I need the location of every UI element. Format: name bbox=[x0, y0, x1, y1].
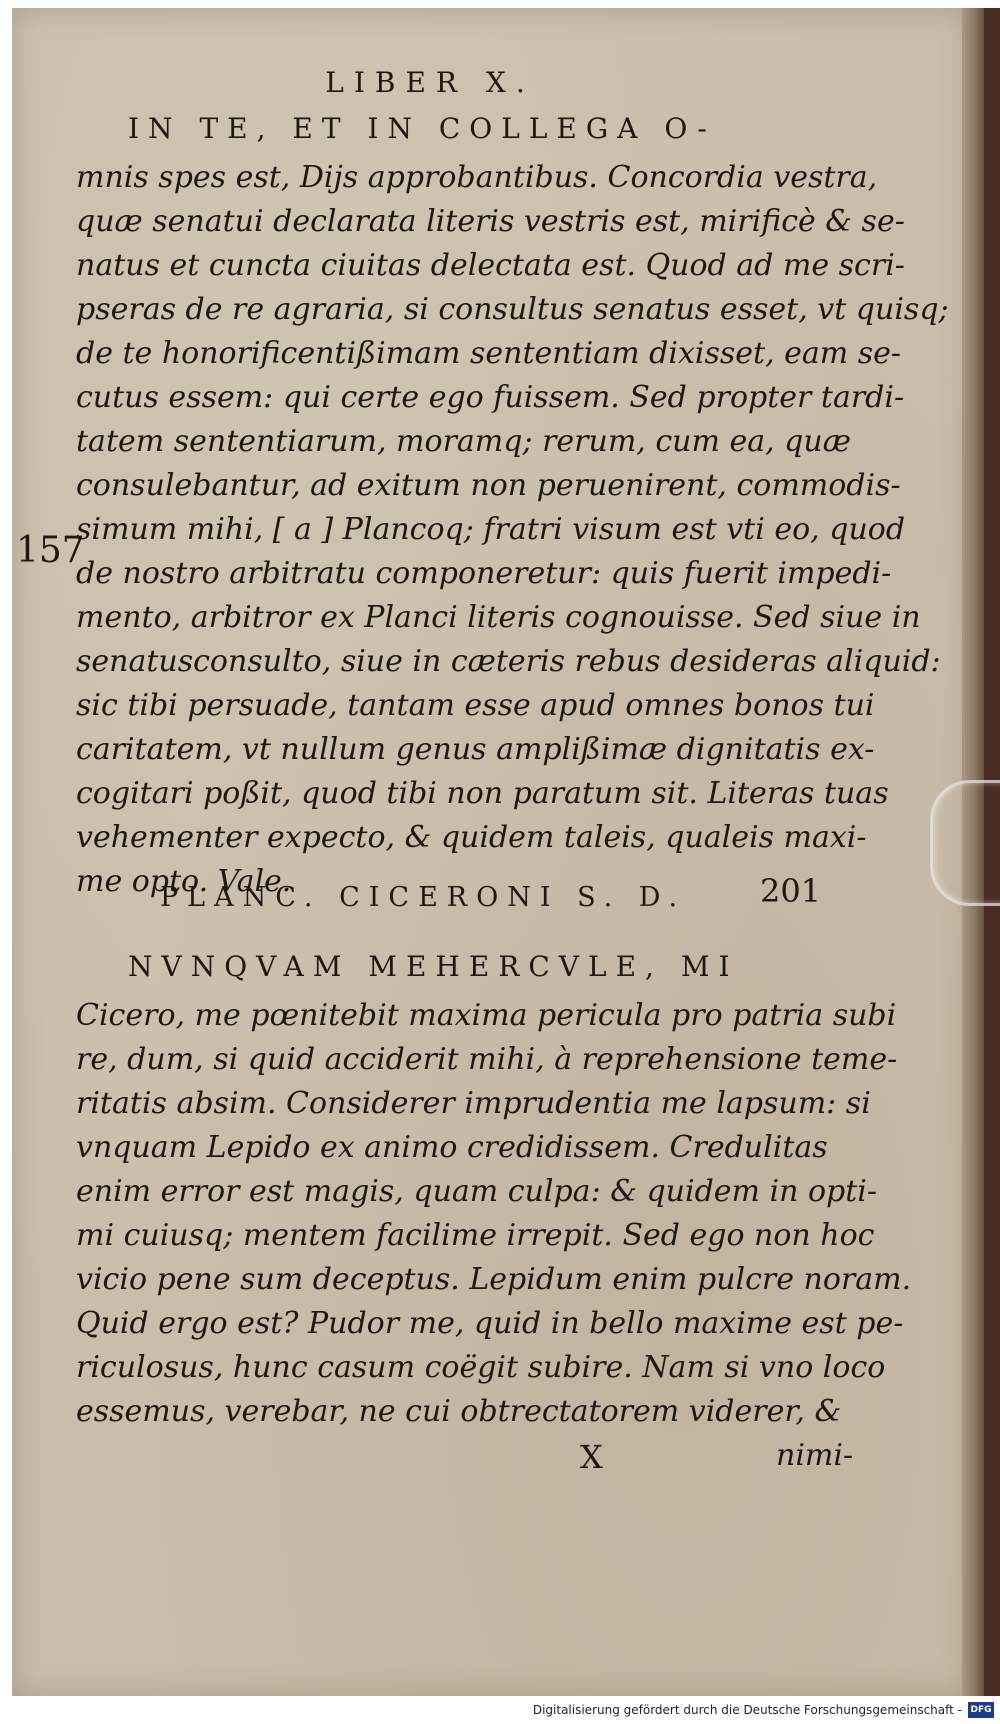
footer-credit: Digitalisierung gefördert durch die Deutsche Forschungsgemeinschaft - bbox=[532, 1703, 962, 1717]
text-line: Quid ergo est? Pudor me, quid in bello maxime est pe- bbox=[76, 1306, 904, 1341]
text-line: senatusconsulto, siue in cæteris rebus desideras aliquid: bbox=[76, 644, 941, 679]
text-line: quæ senatui declarata literis vestris est, mirificè & se- bbox=[76, 204, 905, 239]
text-line: cutus essem: qui certe ego fuissem. Sed propter tardi- bbox=[76, 380, 905, 415]
text-line: de te honorificentißimam sententiam dixisset, eam se- bbox=[76, 336, 902, 371]
text-line: de nostro arbitratu componeretur: quis fuerit impedi- bbox=[76, 556, 892, 591]
text-line: mnis spes est, Dijs approbantibus. Concordia vestra, bbox=[76, 160, 878, 195]
text-line: enim error est magis, quam culpa: & quidem in opti- bbox=[76, 1174, 878, 1209]
text-line: riculosus, hunc casum coëgit subire. Nam si vno loco bbox=[76, 1350, 886, 1385]
text-line: pseras de re agraria, si consultus senatus esset, vt quisq; bbox=[76, 292, 949, 327]
running-head: LIBER X. bbox=[325, 66, 535, 99]
text-line: natus et cuncta ciuitas delectata est. Quod ad me scri- bbox=[76, 248, 905, 283]
text-line: IN TE, ET IN COLLEGA O- bbox=[128, 112, 716, 145]
signature-mark: X bbox=[580, 1438, 603, 1476]
text-line-last: me opto. Vale. bbox=[76, 864, 292, 899]
text-line: cogitari poßit, quod tibi non paratum sit. Literas tuas bbox=[76, 776, 889, 811]
text-line: mento, arbitror ex Planci literis cognouisse. Sed siue in bbox=[76, 600, 921, 635]
text-line: tatem sententiarum, moramq; rerum, cum ea, quæ bbox=[76, 424, 851, 459]
text-line: NVNQVAM MEHERCVLE, MI bbox=[128, 950, 739, 983]
letter-number: 201 bbox=[760, 872, 822, 910]
text-line: simum mihi, [ a ] Plancoq; fratri visum est vti eo, quod bbox=[76, 512, 906, 547]
dfg-logo: DFG bbox=[968, 1702, 994, 1718]
catchword: nimi- bbox=[776, 1438, 854, 1473]
text-line: consulebantur, ad exitum non peruenirent, commodis- bbox=[76, 468, 901, 503]
text-line: vicio pene sum deceptus. Lepidum enim pulcre noram. bbox=[76, 1262, 912, 1297]
text-line: mi cuiusq; mentem facilime irrepit. Sed ego non hoc bbox=[76, 1218, 875, 1253]
margin-number: 157 bbox=[16, 530, 85, 571]
text-line: ritatis absim. Considerer imprudentia me lapsum: si bbox=[76, 1086, 871, 1121]
text-line: vnquam Lepido ex animo credidissem. Credulitas bbox=[76, 1130, 828, 1165]
text-line: vehementer expecto, & quidem taleis, qualeis maxi- bbox=[76, 820, 867, 855]
text-line: Cicero, me pœnitebit maxima pericula pro patria subi bbox=[76, 998, 897, 1033]
page-clip bbox=[930, 780, 1000, 906]
text-line: sic tibi persuade, tantam esse apud omnes bonos tui bbox=[76, 688, 875, 723]
letter-heading: PLANC. CICERONI S. D. bbox=[160, 882, 687, 913]
text-line: caritatem, vt nullum genus amplißimæ dignitatis ex- bbox=[76, 732, 875, 767]
text-line: essemus, verebar, ne cui obtrectatorem viderer, & bbox=[76, 1394, 842, 1429]
text-line: re, dum, si quid acciderit mihi, à reprehensione teme- bbox=[76, 1042, 898, 1077]
